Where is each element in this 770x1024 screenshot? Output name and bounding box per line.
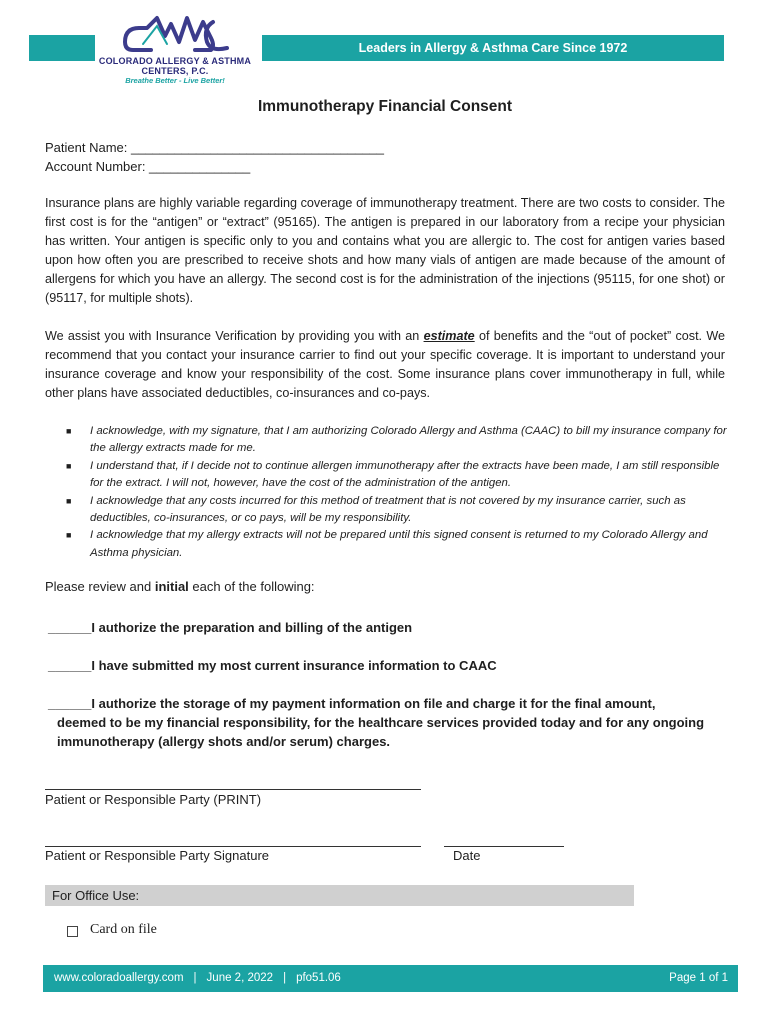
verification-text-end: of benefits and the “out of pocket” cost. We recommend that you contact your insurance carrier to find out your specific coverage. It is important to understand your insurance coverage and know your responsibility of the cost. Some insurance plans cover immunotherapy in full, while other plans have associated deductibles, co-insurances and co-pays.	[45, 329, 725, 400]
patient-name-field[interactable]: Patient Name: ___________________________________	[45, 140, 385, 155]
document-title: Immunotherapy Financial Consent	[257, 98, 513, 115]
authorize-antigen-initial[interactable]: ______I authorize the preparation and billing of the antigen	[48, 620, 413, 635]
footer-website: www.coloradoallergy.com	[54, 972, 184, 984]
signature-line[interactable]	[45, 846, 421, 847]
bullet-icon: ■	[66, 460, 72, 471]
list-item: ■ I acknowledge, with my signature, that I am authorizing Colorado Allergy and Asthma (CAAC) to bill my insurance company for the allergy extracts made for me.	[66, 425, 727, 455]
payment-storage-initial[interactable]: ______I authorize the storage of my payment information on file and charge it for the final amount, deemed to be my financial responsibility, for the healthcare services provided today and for any ongoing immunotherapy (allergy shots and/or serum) charges.	[48, 696, 705, 749]
footer-separator: |	[283, 972, 287, 984]
verification-text-start: We assist you with Insurance Verification by providing you with an	[45, 329, 424, 343]
bullet-icon: ■	[66, 530, 72, 541]
header-bar-left	[29, 35, 95, 61]
footer-page-number: Page 1 of 1	[669, 972, 728, 984]
footer-info	[54, 965, 341, 992]
header-tagline: Leaders in Allergy & Asthma Care Since 1972	[358, 41, 628, 55]
review-instruction: Please review and initial each of the following:	[45, 579, 315, 594]
coverage-paragraph: Insurance plans are highly variable regarding coverage of immunotherapy treatment. There are two costs to consider. The first cost is for the “antigen” or “extract” (95165). The antigen is prepared in our laboratory from a recipe your physician has written. Your antigen is specific only to you and contains what you are allergic to. The cost for antigen varies based upon how often you are prescribed to receive shots and how many vials of antigen are made because of the amount of allergens for which you have an allergy. The second cost is for the administration of the injections (95115, for one shot) or (95117, for multiple shots).	[45, 196, 725, 305]
verification-paragraph	[45, 327, 725, 403]
list-item: ■ I acknowledge that my allergy extracts will not be prepared until this signed consent is returned to my Colorado Allergy and Asthma physician.	[66, 529, 708, 559]
card-on-file-label: Card on file	[90, 922, 157, 937]
footer-bar	[43, 965, 738, 992]
estimate-emphasis: estimate	[423, 329, 475, 343]
list-item: ■ I understand that, if I decide not to continue allergen immunotherapy after the extracts have been made, I am still responsible for the extract. I will not, however, have the cost of the administration of the antigen.	[66, 459, 720, 490]
acknowledgement-list	[66, 423, 728, 562]
date-line[interactable]	[444, 846, 564, 847]
print-name-line[interactable]	[45, 789, 421, 790]
account-number-field[interactable]: Account Number: ______________	[45, 159, 251, 174]
print-name-label: Patient or Responsible Party (PRINT)	[45, 792, 262, 807]
office-use-label: For Office Use:	[52, 888, 140, 903]
insurance-info-initial[interactable]: ______I have submitted my most current insurance information to CAAC	[48, 658, 497, 673]
date-label: Date	[453, 848, 481, 863]
logo-slogan: Breathe Better - Live Better!	[125, 76, 225, 85]
bullet-icon: ■	[66, 426, 72, 436]
footer-form-id: pfo51.06	[296, 972, 341, 984]
logo-name: COLORADO ALLERGY & ASTHMA CENTERS, P.C.	[98, 56, 252, 76]
card-on-file-checkbox[interactable]	[67, 926, 78, 937]
bullet-icon: ■	[66, 495, 72, 506]
signature-label: Patient or Responsible Party Signature	[45, 848, 270, 863]
footer-separator: |	[193, 972, 197, 984]
list-item: ■ I acknowledge that any costs incurred for this method of treatment that is not covered by my insurance carrier, such as deductibles, co-insurances, or co pays, will be my responsibility.	[66, 494, 686, 525]
footer-date: June 2, 2022	[206, 972, 274, 984]
